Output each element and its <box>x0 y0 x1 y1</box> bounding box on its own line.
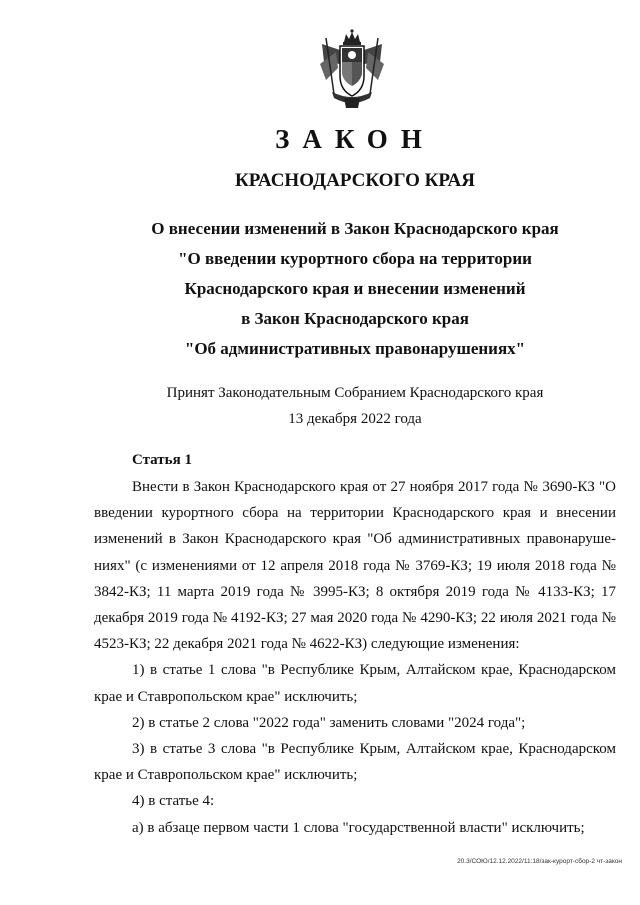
subject-line: О внесении изменений в Закон Краснодарского края <box>151 219 559 238</box>
article-paragraph: 4) в статье 4: <box>132 793 215 810</box>
adoption-date: 13 декабря 2022 года <box>288 411 422 427</box>
subject-line: "Об административных правонарушениях" <box>184 339 526 358</box>
article-paragraph: а) в абзаце первом части 1 слова "государственной власти" исключить; <box>132 819 585 836</box>
article-paragraph: 1) в статье 1 слова "в Республике Крым, Алтайском крае, Краснодарском крае и Ставропольском крае" исключить; <box>94 662 616 705</box>
adoption-body: Принят Законодательным Собранием Краснодарского края <box>166 385 544 401</box>
article-heading: Статья 1 <box>132 452 192 468</box>
article-paragraph: 2) в статье 2 слова "2022 года" заменить словами "2024 года"; <box>132 714 526 731</box>
coat-of-arms-icon <box>318 28 386 110</box>
law-subject <box>70 214 640 364</box>
subject-line: "О введении курортного сбора на территории <box>178 249 532 268</box>
subject-line: Краснодарского края и внесении изменений <box>184 279 526 298</box>
article-paragraph: Внести в Закон Краснодарского края от 27 ноября 2017 года № 3690-КЗ "О введении курортного сбора на территории Краснодарского края и внесении изменений в Закон Краснодарского края "Об административных правонаруше-ниях" (с изменениями от 12 апреля 2018 года № 3769-КЗ; 19 июля 2018 года № 3842-КЗ; 11 марта 2019 года № 3995-КЗ; 8 октября 2019 года № 4133-КЗ; 17 декабря 2019 года № 4192-КЗ; 27 мая 2020 года № 4290-КЗ; 22 июля 2021 года № 4523-КЗ; 22 декабря 2021 года № 4622-КЗ) следующие изменения: <box>94 479 616 653</box>
region-title: КРАСНОДАРСКОГО КРАЯ <box>234 170 476 191</box>
article-paragraph: 3) в статье 3 слова "в Республике Крым, Алтайском крае, Краснодарском крае и Ставропольском крае" исключить; <box>94 741 616 784</box>
article-body <box>94 474 616 841</box>
law-title: ЗАКОН <box>275 124 435 154</box>
file-code: 20.3/СОЮ/12.12.2022/11:18/зак-курорт-сбор-2 чт-закон <box>457 858 622 865</box>
adoption-info <box>70 380 640 432</box>
subject-line: в Закон Краснодарского края <box>241 309 469 328</box>
